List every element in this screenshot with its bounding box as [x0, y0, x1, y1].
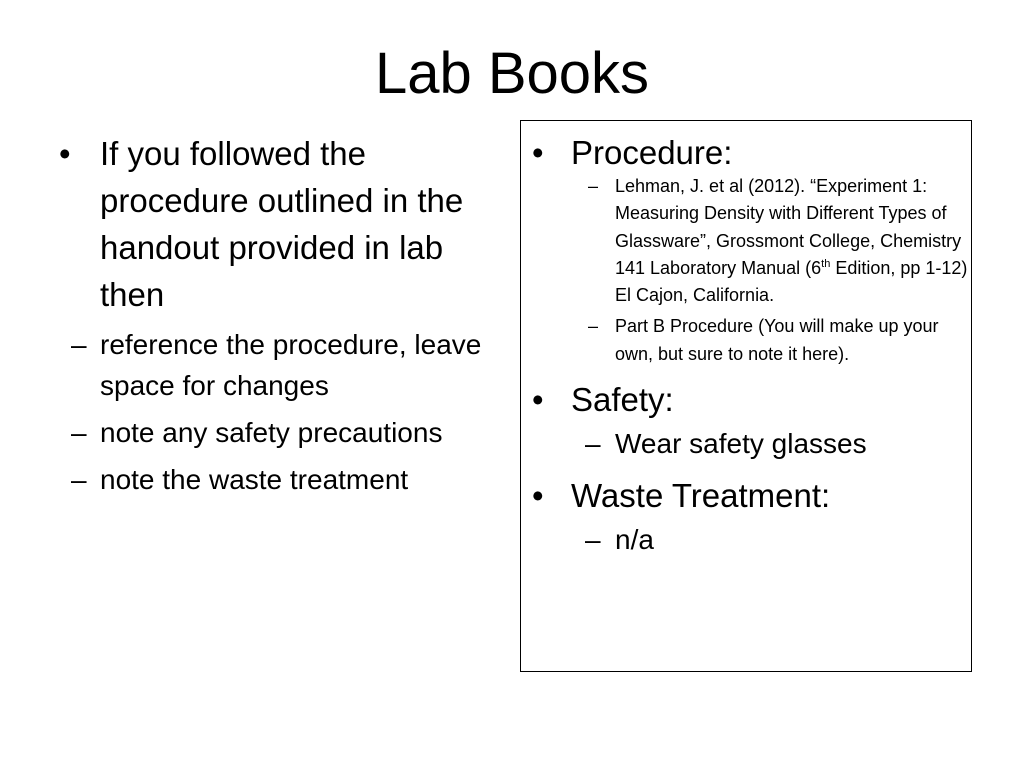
waste-item: [521, 520, 971, 560]
bullet-glyph: •: [532, 134, 544, 171]
waste-heading-item: [521, 476, 971, 516]
left-sub-text: note any safety precautions: [100, 417, 443, 448]
left-sub-item: [56, 324, 496, 406]
dash-glyph: –: [585, 428, 601, 460]
left-sub-text: reference the procedure, leave space for changes: [100, 329, 482, 401]
left-sub-text: note the waste treatment: [100, 464, 409, 495]
bullet-glyph: •: [59, 135, 71, 172]
left-main-text: If you followed the procedure outlined in the handout provided in lab then: [100, 135, 464, 313]
dash-glyph: –: [71, 329, 87, 360]
bullet-glyph: •: [532, 477, 544, 515]
dash-glyph: –: [588, 176, 599, 196]
dash-glyph: –: [71, 417, 87, 448]
safety-heading: Safety:: [571, 381, 674, 419]
left-sub-item: [56, 412, 496, 453]
slide-title: Lab Books: [374, 41, 650, 106]
left-content: [56, 130, 496, 500]
dash-glyph: –: [71, 464, 87, 495]
part-b-text: Part B Procedure (You will make up your own, but sure to note it here).: [615, 316, 939, 364]
bullet-glyph: •: [532, 381, 544, 419]
reference-text: Lehman, J. et al (2012). “Experiment 1: Measuring Density with Different Types of Glassware”, Grossmont College, Chemistry 141 Laboratory Manual (6th Edition, pp 1-12) El Cajon, California.: [615, 176, 968, 306]
dash-glyph: –: [588, 316, 599, 337]
procedure-part-b: [521, 313, 971, 368]
safety-text: Wear safety glasses: [615, 428, 867, 460]
dash-glyph: –: [585, 524, 601, 556]
procedure-reference: [521, 173, 971, 309]
procedure-heading-item: [521, 133, 971, 173]
procedure-heading: Procedure:: [571, 134, 733, 171]
safety-item: [521, 424, 971, 464]
safety-heading-item: [521, 380, 971, 420]
waste-text: n/a: [615, 524, 654, 556]
right-content-box: [520, 120, 972, 672]
waste-heading: Waste Treatment:: [571, 477, 831, 515]
left-main-bullet: [56, 130, 496, 318]
left-sub-item: [56, 459, 496, 500]
